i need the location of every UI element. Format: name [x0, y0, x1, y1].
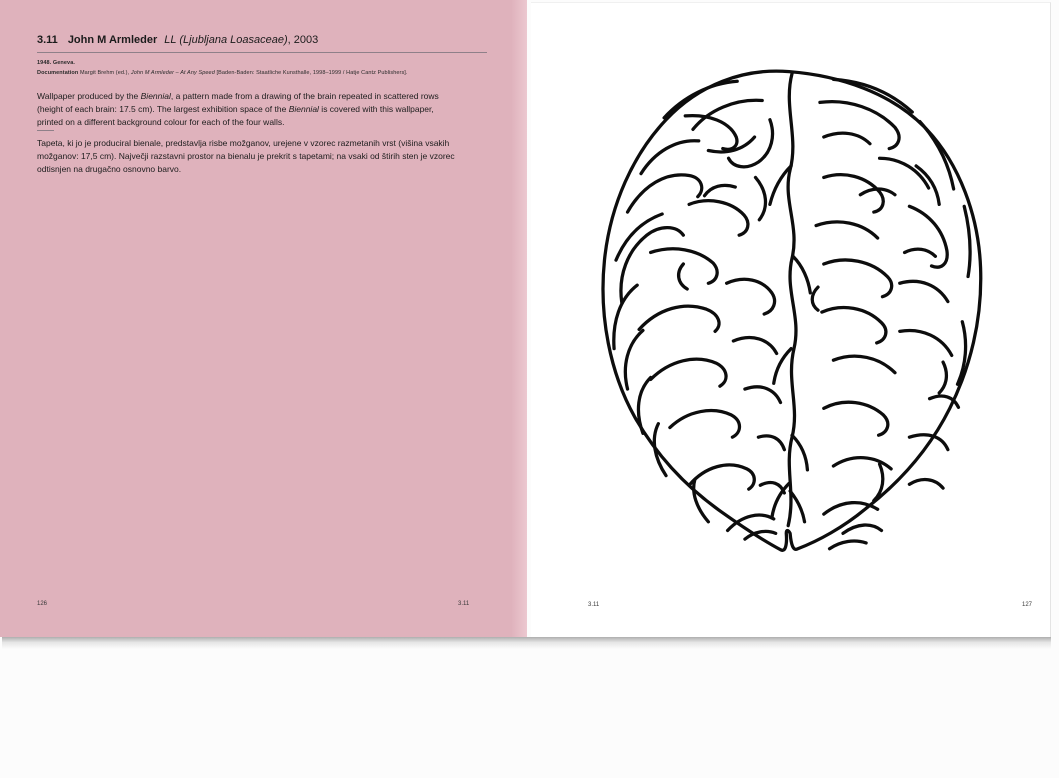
- brain-line-drawing: [591, 57, 995, 573]
- title-artist: John M Armleder: [67, 34, 158, 46]
- en-italic-1: Biennial: [140, 91, 171, 101]
- left-page-number: 126: [37, 601, 48, 607]
- right-section-number: 3.11: [588, 602, 600, 608]
- credit-doc-pre: Margit Brehm (ed.),: [78, 70, 131, 76]
- right-page-number: 127: [1021, 602, 1032, 608]
- credits-block: [37, 58, 489, 78]
- title-rule: [37, 52, 487, 53]
- credit-documentation: [37, 68, 489, 78]
- title-number: 3.11: [37, 34, 58, 46]
- credit-doc-title: John M Armleder – At Any Speed: [130, 70, 215, 76]
- page-bottom-shadow: [2, 637, 1051, 649]
- credit-birth: 1948. Geneva.: [37, 60, 75, 66]
- en-text-1: Wallpaper produced by the: [37, 91, 141, 101]
- title-year: , 2003: [287, 34, 319, 46]
- left-page: [0, 0, 527, 637]
- page-title: [37, 33, 489, 47]
- brain-midline: [788, 74, 796, 526]
- paragraph-slovenian: Tapeta, ki jo je produciral bienale, predstavlja risbe možganov, urejene v vzorec razmetanih vrst (višina vsakih možganov: 17,5 cm). Največji razstavni prostor na bienalu je prekrit s tapetami; na vsaki od štirih sten je vzorec odtisnjen na drugačno osnovno barvo.: [37, 138, 455, 174]
- title-work: LL (Ljubljana Loasaceae): [164, 34, 288, 46]
- right-page: [531, 2, 1051, 637]
- paragraph-english: [37, 90, 458, 129]
- en-text-3: is covered with this wallpaper, printed on a different background colour for each of the four walls.: [37, 104, 434, 127]
- en-text-2: , a pattern made from a drawing of the brain repeated in scattered rows (height of each brain: 17.5 cm). The largest exhibition space of the: [37, 91, 439, 114]
- credit-doc-label: Documentation: [37, 70, 79, 76]
- left-section-number: 3.11: [458, 601, 470, 607]
- paragraph-separator-dash: [37, 130, 54, 131]
- credit-doc-post: [Baden-Baden: Staatliche Kunsthalle, 1998–1999 / Hatje Cantz Publishers].: [214, 70, 408, 76]
- en-italic-2: Biennial: [288, 104, 319, 114]
